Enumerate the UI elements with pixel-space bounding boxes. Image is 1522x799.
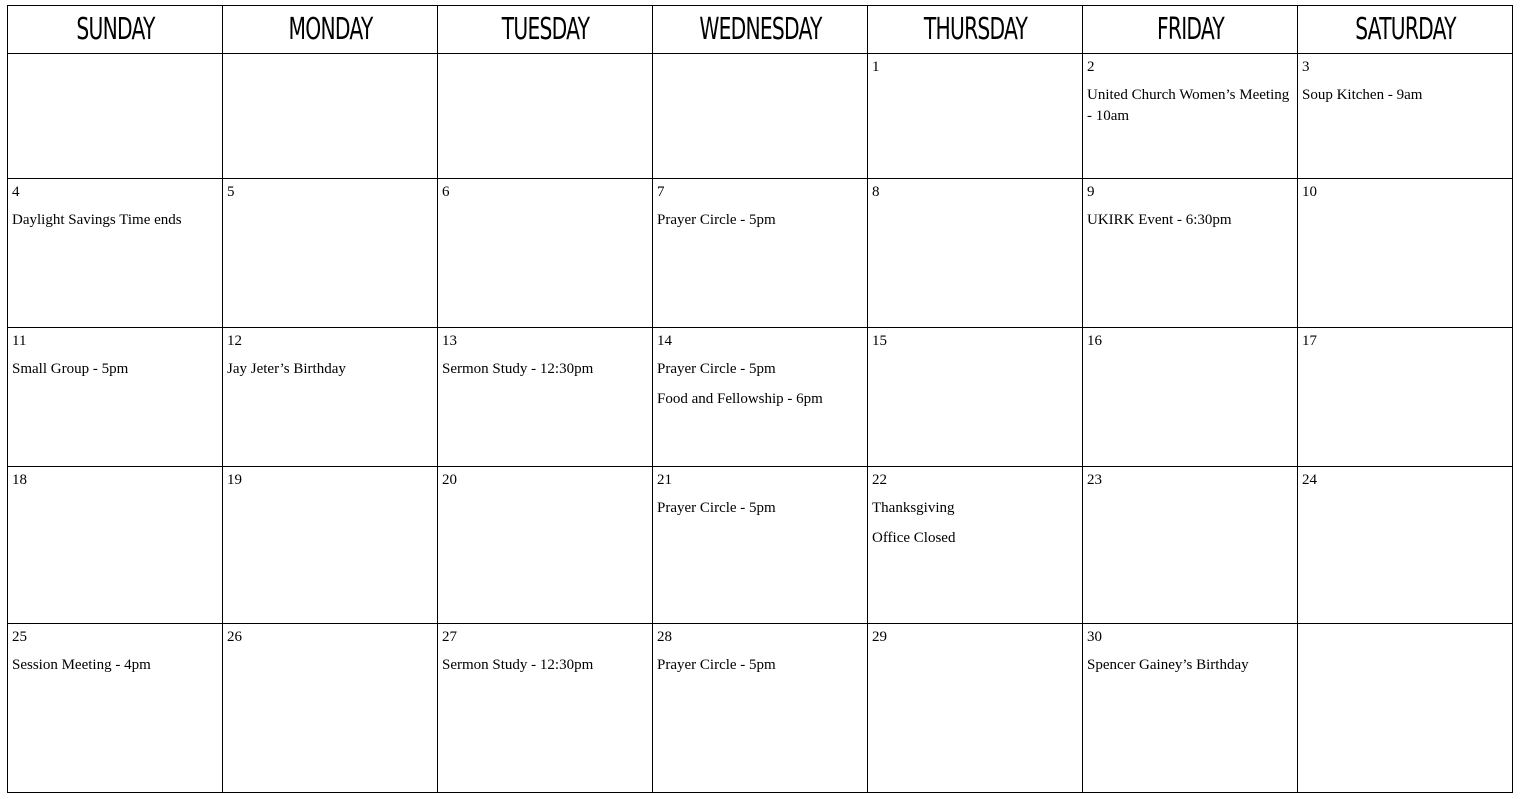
weekday-header-thursday: THURSDAY: [891, 6, 1059, 54]
calendar-event: Prayer Circle - 5pm: [657, 361, 776, 377]
day-number: 14: [657, 333, 672, 349]
day-number: 8: [872, 184, 880, 200]
day-number: 23: [1087, 472, 1102, 488]
calendar-event: UKIRK Event - 6:30pm: [1087, 212, 1232, 228]
weekday-header-friday: FRIDAY: [1106, 6, 1274, 54]
calendar-event: Small Group - 5pm: [12, 361, 129, 377]
day-number: 22: [872, 472, 887, 488]
calendar-day-cell: [1083, 179, 1298, 328]
day-number: [8, 54, 222, 59]
calendar-day-cell: [438, 624, 653, 793]
calendar-day-cell: [653, 179, 868, 328]
calendar-weeks: [8, 54, 1513, 793]
calendar-day-cell: [1083, 54, 1298, 179]
day-number: 4: [12, 184, 20, 200]
calendar-event: Prayer Circle - 5pm: [657, 500, 776, 516]
calendar-event: Prayer Circle - 5pm: [657, 212, 776, 228]
calendar-day-cell: [653, 54, 868, 179]
calendar-event: Sermon Study - 12:30pm: [442, 361, 594, 377]
calendar-day-cell: [8, 54, 223, 179]
calendar-event: Daylight Savings Time ends: [12, 212, 182, 228]
calendar-day-cell: [1298, 624, 1513, 793]
calendar-day-cell: [868, 54, 1083, 179]
weekday-header-tuesday: TUESDAY: [461, 6, 629, 54]
calendar-day-cell: [1298, 54, 1513, 179]
day-number: 11: [12, 333, 27, 349]
day-number: 17: [1302, 333, 1317, 349]
day-number: 21: [657, 472, 672, 488]
calendar-day-cell: [438, 179, 653, 328]
day-number: 24: [1302, 472, 1317, 488]
day-number: 13: [442, 333, 457, 349]
weekday-header-wednesday: WEDNESDAY: [676, 6, 844, 54]
day-number: 3: [1302, 59, 1310, 75]
calendar-day-cell: [223, 624, 438, 793]
calendar-week-row: [8, 624, 1513, 793]
calendar-day-cell: [1298, 328, 1513, 467]
day-number: 28: [657, 629, 672, 645]
calendar-day-cell: [8, 179, 223, 328]
day-number: 20: [442, 472, 457, 488]
day-number: 6: [442, 184, 450, 200]
calendar-event: Food and Fellowship - 6pm: [657, 391, 823, 407]
calendar-day-cell: [1298, 467, 1513, 624]
calendar-event: United Church Women’s Meeting - 10am: [1087, 87, 1290, 124]
calendar-day-cell: [223, 328, 438, 467]
calendar-week-row: [8, 467, 1513, 624]
day-number: 30: [1087, 629, 1102, 645]
calendar-day-cell: [653, 328, 868, 467]
day-number: 26: [227, 629, 242, 645]
weekday-header-row: [8, 6, 1513, 54]
calendar-event: Office Closed: [872, 530, 956, 546]
day-number: 16: [1087, 333, 1102, 349]
calendar-event: Session Meeting - 4pm: [12, 657, 151, 673]
calendar-day-cell: [1083, 467, 1298, 624]
calendar-day-cell: [223, 54, 438, 179]
calendar-day-cell: [8, 624, 223, 793]
calendar-day-cell: [868, 328, 1083, 467]
calendar-day-cell: [653, 467, 868, 624]
day-number: 12: [227, 333, 242, 349]
calendar-event: Thanksgiving: [872, 500, 955, 516]
weekday-header-sunday: SUNDAY: [31, 6, 199, 54]
calendar-day-cell: [1083, 624, 1298, 793]
calendar-day-cell: [223, 467, 438, 624]
day-number: 1: [872, 59, 880, 75]
day-number: 25: [12, 629, 27, 645]
calendar-week-row: [8, 328, 1513, 467]
calendar-week-row: [8, 54, 1513, 179]
calendar-event: Prayer Circle - 5pm: [657, 657, 776, 673]
calendar-day-cell: [868, 179, 1083, 328]
calendar-event: Soup Kitchen - 9am: [1302, 87, 1423, 103]
calendar-week-row: [8, 179, 1513, 328]
month-calendar: [7, 5, 1513, 793]
calendar-day-cell: [868, 624, 1083, 793]
day-number: [223, 54, 437, 59]
calendar-day-cell: [1083, 328, 1298, 467]
day-number: 27: [442, 629, 457, 645]
day-number: 10: [1302, 184, 1317, 200]
calendar-day-cell: [438, 467, 653, 624]
calendar-day-cell: [653, 624, 868, 793]
day-number: 7: [657, 184, 665, 200]
day-number: 29: [872, 629, 887, 645]
calendar-day-cell: [438, 328, 653, 467]
calendar-event: Jay Jeter’s Birthday: [227, 361, 346, 377]
calendar-event: Sermon Study - 12:30pm: [442, 657, 594, 673]
day-number: 9: [1087, 184, 1095, 200]
calendar-day-cell: [438, 54, 653, 179]
day-number: [438, 54, 652, 59]
calendar-day-cell: [1298, 179, 1513, 328]
weekday-header-saturday: SATURDAY: [1321, 6, 1489, 54]
calendar-day-cell: [868, 467, 1083, 624]
day-number: [653, 54, 867, 59]
calendar-event: Spencer Gainey’s Birthday: [1087, 657, 1249, 673]
day-number: [1298, 624, 1512, 629]
day-number: 18: [12, 472, 27, 488]
calendar-day-cell: [8, 328, 223, 467]
day-number: 2: [1087, 59, 1095, 75]
day-number: 5: [227, 184, 235, 200]
weekday-header-monday: MONDAY: [246, 6, 414, 54]
calendar-day-cell: [223, 179, 438, 328]
day-number: 15: [872, 333, 887, 349]
day-number: 19: [227, 472, 242, 488]
calendar-day-cell: [8, 467, 223, 624]
